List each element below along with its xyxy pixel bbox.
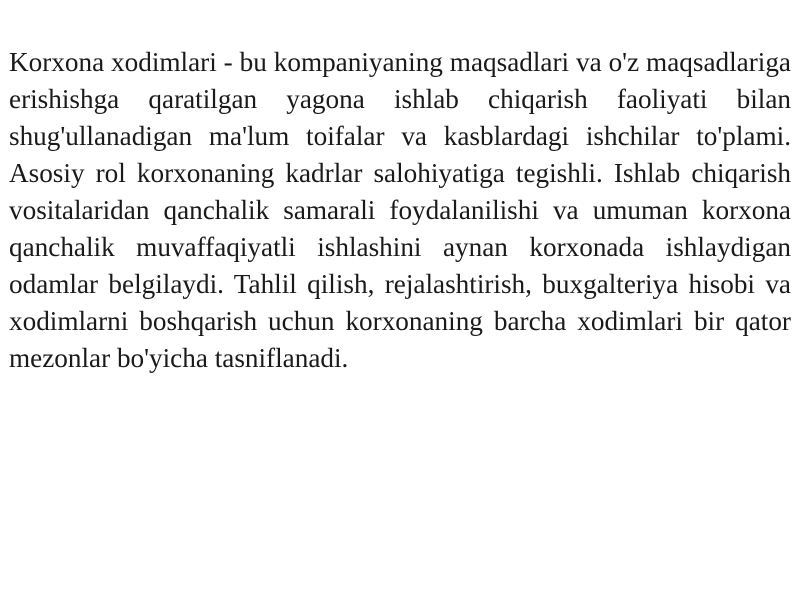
body-paragraph: Korxona xodimlari - bu kompaniyaning maqsadlari va o'z maqsadlariga erishishga qaratilgan yagona ishlab chiqarish faoliyati bilan shug'ullanadigan ma'lum toifalar va kasblardagi ishchilar to'plami. Asosiy rol korxonaning kadrlar salohiyatiga tegishli. Ishlab chiqarish vositalaridan qanchalik samarali foydalanilishi va umuman korxona qanchalik muvaffaqiyatli ishlashini aynan korxonada ishlaydigan odamlar belgilaydi. Tahlil qilish, rejalashtirish, buxgalteriya hisobi va xodimlarni boshqarish uchun korxonaning barcha xodimlari bir qator mezonlar bo'yicha tasniflanadi. — [9, 47, 791, 373]
